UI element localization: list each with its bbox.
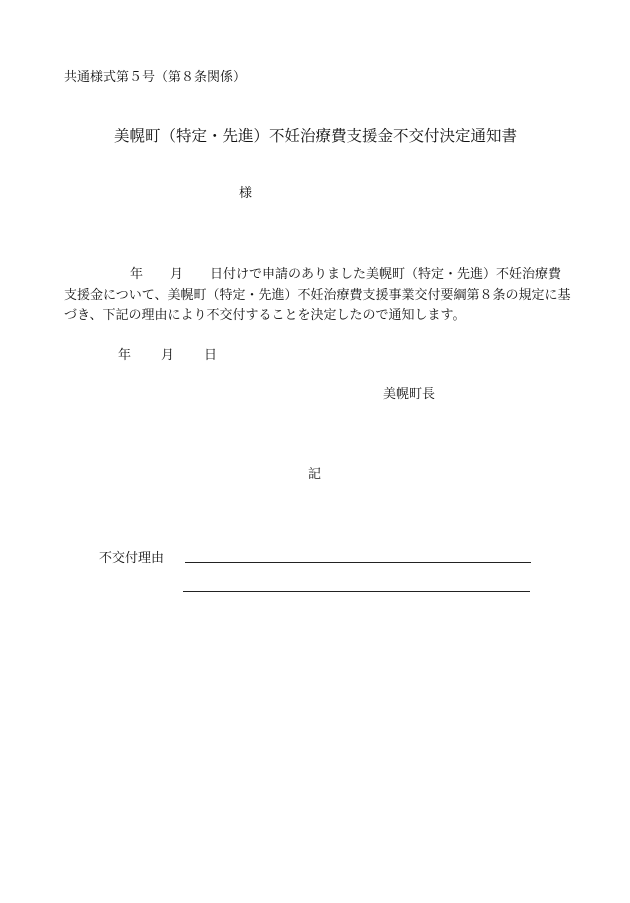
notice-month-label: 月 [161, 348, 175, 363]
document-title: 美幌町（特定・先進）不妊治療費支援金不交付決定通知書 [114, 127, 518, 145]
reason-label: 不交付理由 [99, 551, 165, 566]
notice-day-label: 日 [204, 348, 218, 363]
body-line-2: 支援金について、美幌町（特定・先進）不妊治療費支援事業交付要綱第８条の規定に基 [64, 288, 571, 303]
body-line-1 [64, 263, 561, 282]
addressee-honorific: 様 [239, 186, 253, 201]
reason-line-2 [183, 591, 530, 592]
reason-line-1 [185, 562, 531, 563]
notice-year-label: 年 [118, 348, 132, 363]
issuer-name: 美幌町長 [383, 387, 436, 402]
body-year-label: 年 [130, 267, 144, 282]
body-line-3: づき、下記の理由により不交付することを決定したので通知します。 [64, 308, 466, 323]
ki-heading: 記 [308, 467, 322, 482]
body-month-label: 月 [170, 267, 184, 282]
body-line-1-text: 日付けで申請のありました美幌町（特定・先進）不妊治療費 [210, 267, 562, 282]
notice-date [118, 344, 217, 363]
form-number-label: 共通様式第５号（第８条関係） [64, 70, 247, 85]
